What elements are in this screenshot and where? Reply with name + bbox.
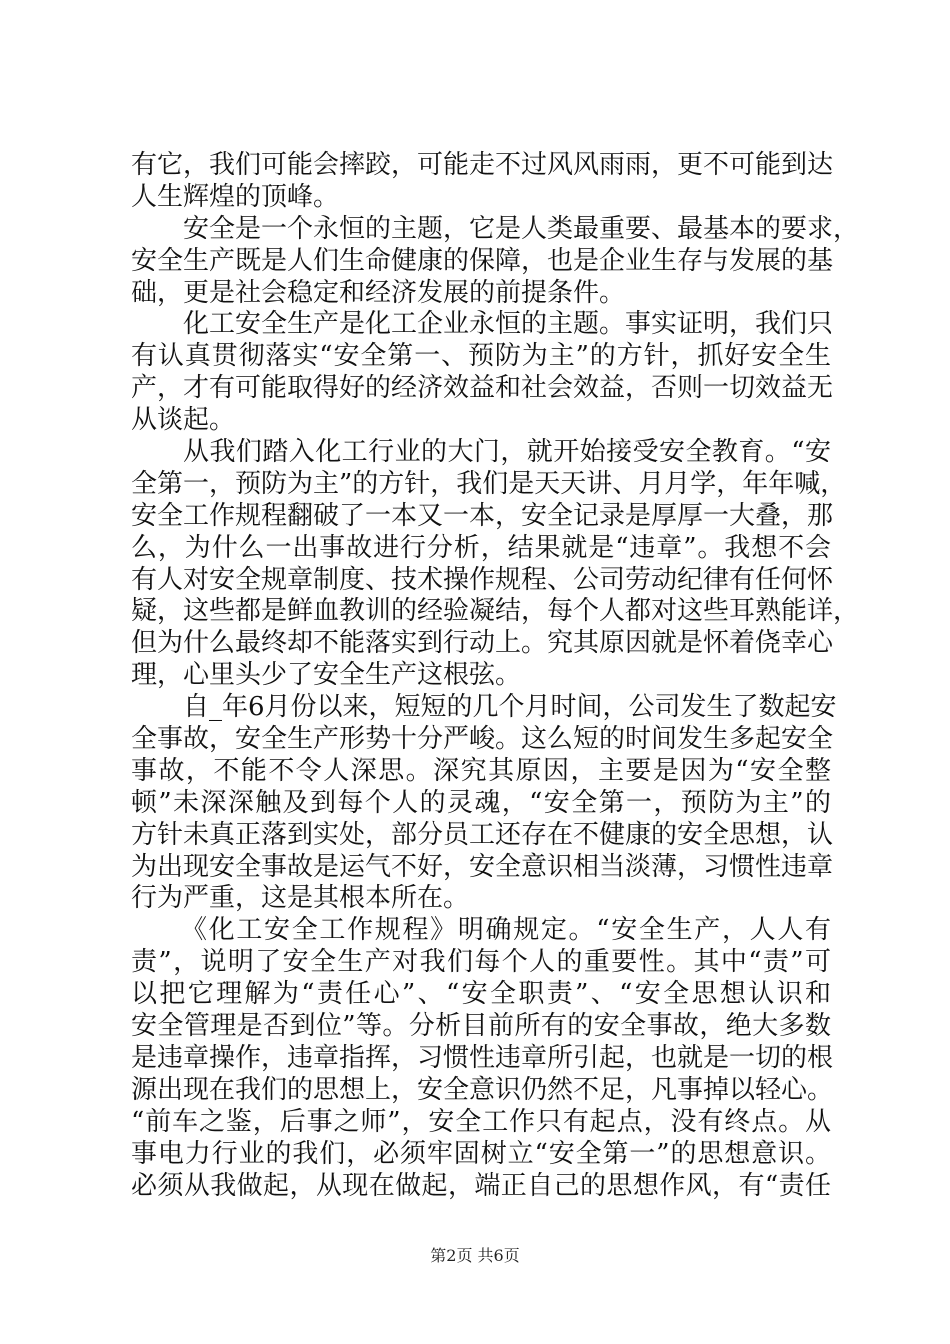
text-line: 全事故，安全生产形势十分严峻。这么短的时间发生多起安全 xyxy=(131,724,834,755)
text-line: 从谈起。 xyxy=(131,405,236,436)
text-line: 事故，不能不令人深思。深究其原因，主要是因为“安全整 xyxy=(131,755,831,786)
text-line: 产，才有可能取得好的经济效益和社会效益，否则一切效益无 xyxy=(131,373,834,404)
paragraph-first-line: 安全是一个永恒的主题，它是人类最重要、最基本的要求， xyxy=(183,213,860,244)
text-line: 有认真贯彻落实“安全第一、预防为主”的方针，抓好安全生 xyxy=(131,341,831,372)
text-line: 方针未真正落到实处，部分员工还存在不健康的安全思想，认 xyxy=(131,819,834,850)
paragraph-first-line: 化工安全生产是化工企业永恒的主题。事实证明，我们只 xyxy=(183,309,834,340)
text-line: 础，更是社会稳定和经济发展的前提条件。 xyxy=(131,277,626,308)
text-line: 有它，我们可能会摔跤，可能走不过风风雨雨，更不可能到达 xyxy=(131,150,834,180)
text-line: 是违章操作，违章指挥，习惯性违章所引起，也就是一切的根 xyxy=(131,1042,834,1073)
text-line: 安全工作规程翻破了一本又一本，安全记录是厚厚一大叠，那 xyxy=(131,500,834,531)
text-line: 安全生产既是人们生命健康的保障，也是企业生存与发展的基 xyxy=(131,245,834,276)
page-footer xyxy=(0,1243,950,1266)
text-line: 源出现在我们的思想上，安全意识仍然不足，凡事掉以轻心。 xyxy=(131,1074,834,1105)
text-line: 必须从我做起，从现在做起，端正自己的思想作风，有“责任 xyxy=(131,1170,831,1201)
text-line: 理，心里头少了安全生产这根弦。 xyxy=(131,660,522,691)
text-line: “前车之鉴，后事之师”，安全工作只有起点，没有终点。从 xyxy=(131,1106,831,1137)
text-line: 事电力行业的我们，必须牢固树立“安全第一”的思想意识。 xyxy=(131,1138,831,1169)
text-line: 疑，这些都是鲜血教训的经验凝结，每个人都对这些耳熟能详， xyxy=(131,596,860,627)
paragraph-first-line: 《化工安全工作规程》明确规定。“安全生产，人人有 xyxy=(181,915,831,946)
text-line: 以把它理解为“责任心”、“安全职责”、“安全思想认识和 xyxy=(131,979,831,1010)
text-line: 么，为什么一出事故进行分析，结果就是“违章”。我想不会 xyxy=(131,532,831,563)
text-line: 行为严重，这是其根本所在。 xyxy=(131,883,470,914)
paragraph-first-line: 从我们踏入化工行业的大门，就开始接受安全教育。“安 xyxy=(183,437,831,468)
body-text xyxy=(131,150,860,1202)
text-line: 全第一，预防为主”的方针，我们是天天讲、月月学，年年喊， xyxy=(131,468,847,499)
text-line: 为出现安全事故是运气不好，安全意识相当淡薄，习惯性违章 xyxy=(131,851,834,882)
text-line: 安全管理是否到位”等。分析目前所有的安全事故，绝大多数 xyxy=(131,1011,831,1042)
paragraph-first-line: 自_年6月份以来，短短的几个月时间，公司发生了数起安 xyxy=(183,692,837,723)
text-line: 有人对安全规章制度、技术操作规程、公司劳动纪律有任何怀 xyxy=(131,564,834,595)
text-line: 顿”未深深触及到每个人的灵魂，“安全第一，预防为主”的 xyxy=(131,787,831,818)
page-number-label: 第2页 共6页 xyxy=(430,1246,520,1265)
text-line: 责”，说明了安全生产对我们每个人的重要性。其中“责”可 xyxy=(131,947,831,978)
text-line: 人生辉煌的顶峰。 xyxy=(131,181,340,212)
text-line: 但为什么最终却不能落实到行动上。究其原因就是怀着侥幸心 xyxy=(131,628,834,659)
